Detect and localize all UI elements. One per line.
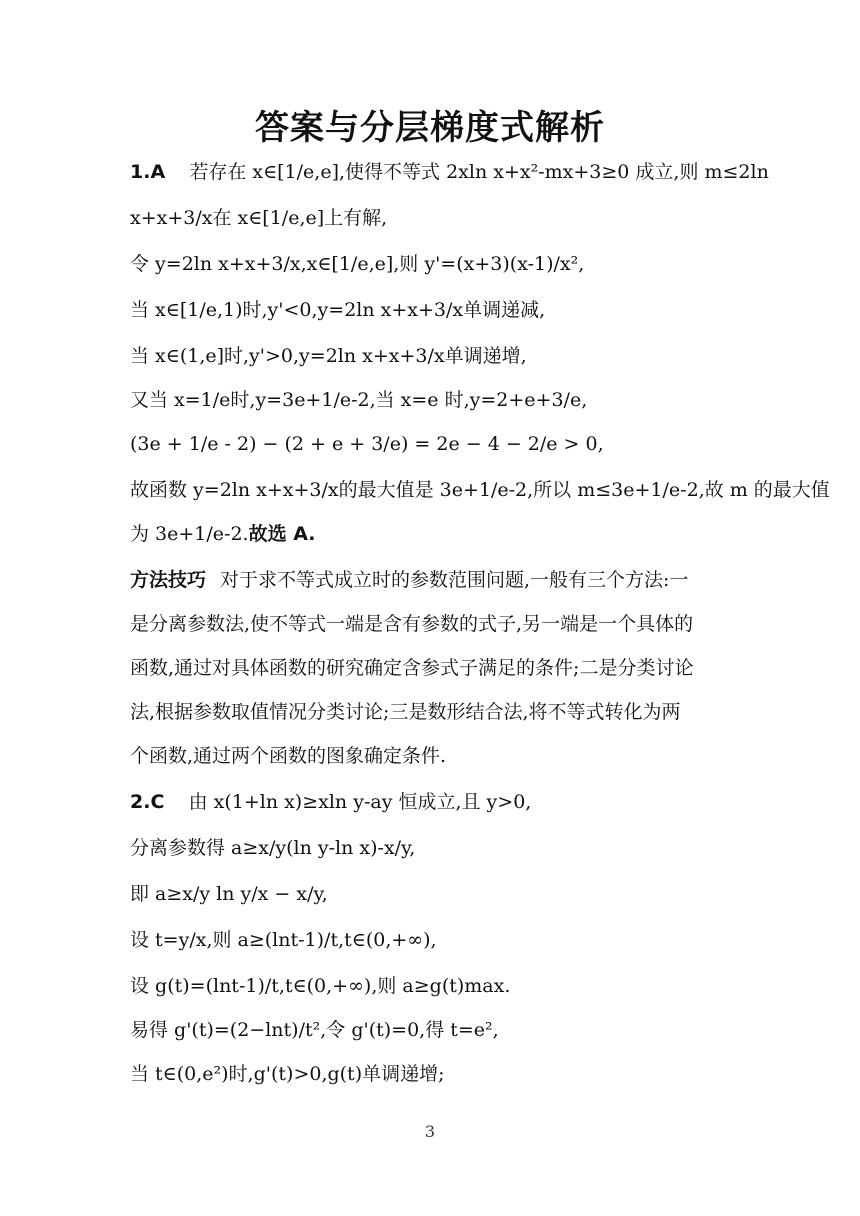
tip-text: 对于求不等式成立时的参数范围问题,一般有三个方法:一 — [220, 569, 689, 591]
q1-line-7: (3e + 1/e - 2) − (2 + e + 3/e) = 2e − 4 − 2/e > 0, — [130, 433, 604, 455]
tip-label: 方法技巧 — [130, 569, 207, 591]
q1-line-5: 当 x∈(1,e]时,y'>0,y=2ln x+x+3/x单调递增, — [130, 345, 527, 367]
q2-text: 由 x(1+ln x)≥xln y-ay 恒成立,且 y>0, — [188, 791, 532, 813]
q1-line-6: 又当 x=1/e时,y=3e+1/e-2,当 x=e 时,y=2+e+3/e, — [130, 389, 588, 411]
q2-line-4: 设 t=y/x,则 a≥(lnt-1)/t,t∈(0,+∞), — [130, 929, 437, 951]
q2-line-7: 当 t∈(0,e²)时,g'(t)>0,g(t)单调递增; — [130, 1063, 445, 1085]
page-number: 3 — [424, 1122, 436, 1141]
tip-line-1 — [130, 566, 740, 594]
q2-line-2: 分离参数得 a≥x/y(ln y-ln x)-x/y, — [130, 837, 416, 859]
page-title: 答案与分层梯度式解析 — [255, 108, 605, 148]
q2-line-5: 设 g(t)=(lnt-1)/t,t∈(0,+∞),则 a≥g(t)max. — [130, 975, 511, 997]
q1-line-9 — [130, 520, 740, 548]
q1-line-1 — [130, 158, 769, 186]
q1-line-2: x+x+3/x在 x∈[1/e,e]上有解, — [130, 207, 388, 229]
q1-text: 若存在 x∈[1/e,e],使得不等式 2xln x+x²-mx+3≥0 成立,则 m≤2ln — [189, 161, 769, 183]
q1-line-3: 令 y=2ln x+x+3/x,x∈[1/e,e],则 y'=(x+3)(x-1)/x², — [130, 253, 585, 275]
q2-line-1 — [130, 788, 740, 816]
tip-line-3: 函数,通过对具体函数的研究确定含参式子满足的条件;二是分类讨论 — [130, 657, 694, 679]
q1-line-4: 当 x∈[1/e,1)时,y'<0,y=2ln x+x+3/x单调递减, — [130, 299, 546, 321]
q2-line-3: 即 a≥x/y ln y/x − x/y, — [130, 883, 328, 905]
tip-line-2: 是分离参数法,使不等式一端是含有参数的式子,另一端是一个具体的 — [130, 613, 694, 635]
tip-line-5: 个函数,通过两个函数的图象确定条件. — [130, 745, 447, 767]
q2-number: 2.C — [130, 791, 165, 813]
q1-number: 1.A — [130, 161, 166, 183]
q2-line-6: 易得 g'(t)=(2−lnt)/t²,令 g'(t)=0,得 t=e², — [130, 1019, 499, 1041]
q1-final-value: 为 3e+1/e-2. — [130, 523, 249, 545]
tip-line-4: 法,根据参数取值情况分类讨论;三是数形结合法,将不等式转化为两 — [130, 701, 681, 723]
q1-line-8: 故函数 y=2ln x+x+3/x的最大值是 3e+1/e-2,所以 m≤3e+1/e-2,故 m 的最大值 — [130, 479, 830, 501]
q1-answer: 故选 A. — [248, 523, 316, 545]
